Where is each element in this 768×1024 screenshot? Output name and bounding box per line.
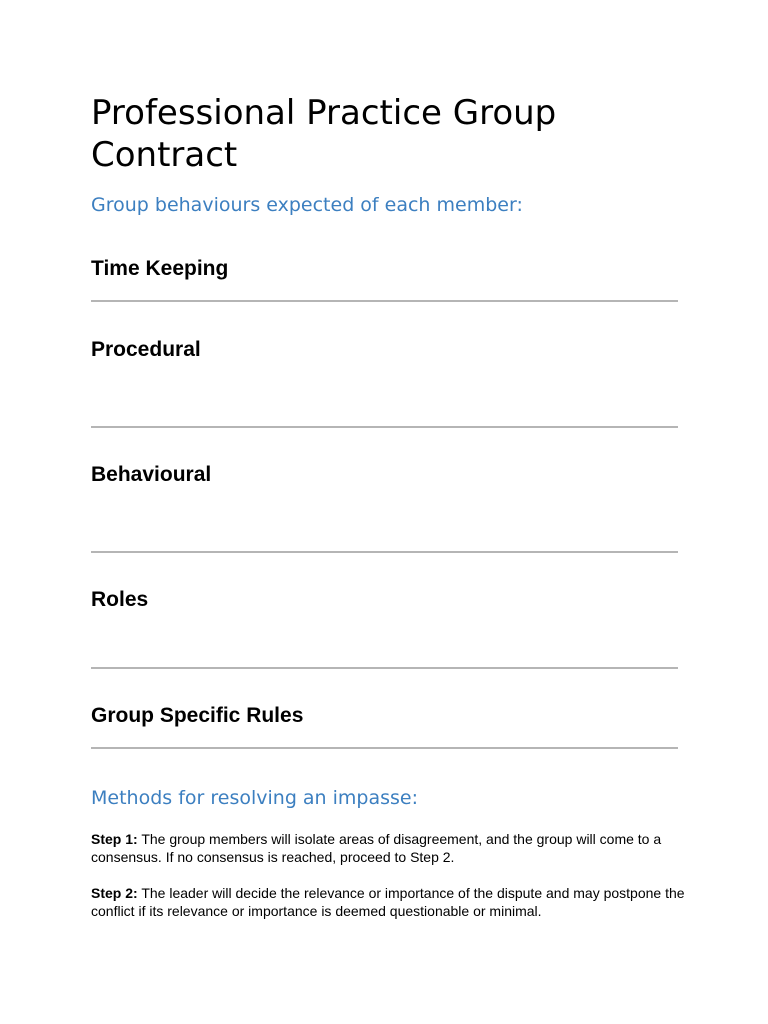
step-1-label: Step 1: — [91, 831, 138, 847]
section-label-group-specific-rules: Group Specific Rules — [91, 704, 304, 727]
step-2-label: Step 2: — [91, 885, 138, 901]
page-title: Professional Practice Group Contract — [91, 93, 557, 175]
section-divider — [91, 426, 678, 428]
step-1-paragraph — [91, 830, 686, 866]
section-divider — [91, 551, 678, 553]
step-1-text: The group members will isolate areas of disagreement, and the group will come to a consensus. If no consensus is reached, proceed to Step 2. — [91, 831, 662, 865]
step-2-text: The leader will decide the relevance or importance of the dispute and may postpone the conflict if its relevance or importance is deemed questionable or minimal. — [91, 885, 685, 919]
section-label-procedural: Procedural — [91, 338, 201, 361]
step-2-paragraph — [91, 884, 686, 920]
section-label-time-keeping: Time Keeping — [91, 257, 229, 280]
behaviours-heading: Group behaviours expected of each member: — [91, 194, 523, 216]
impasse-heading: Methods for resolving an impasse: — [91, 787, 419, 809]
section-divider — [91, 300, 678, 302]
section-label-behavioural: Behavioural — [91, 463, 212, 486]
section-label-roles: Roles — [91, 588, 149, 611]
section-divider — [91, 667, 678, 669]
section-divider — [91, 747, 678, 749]
